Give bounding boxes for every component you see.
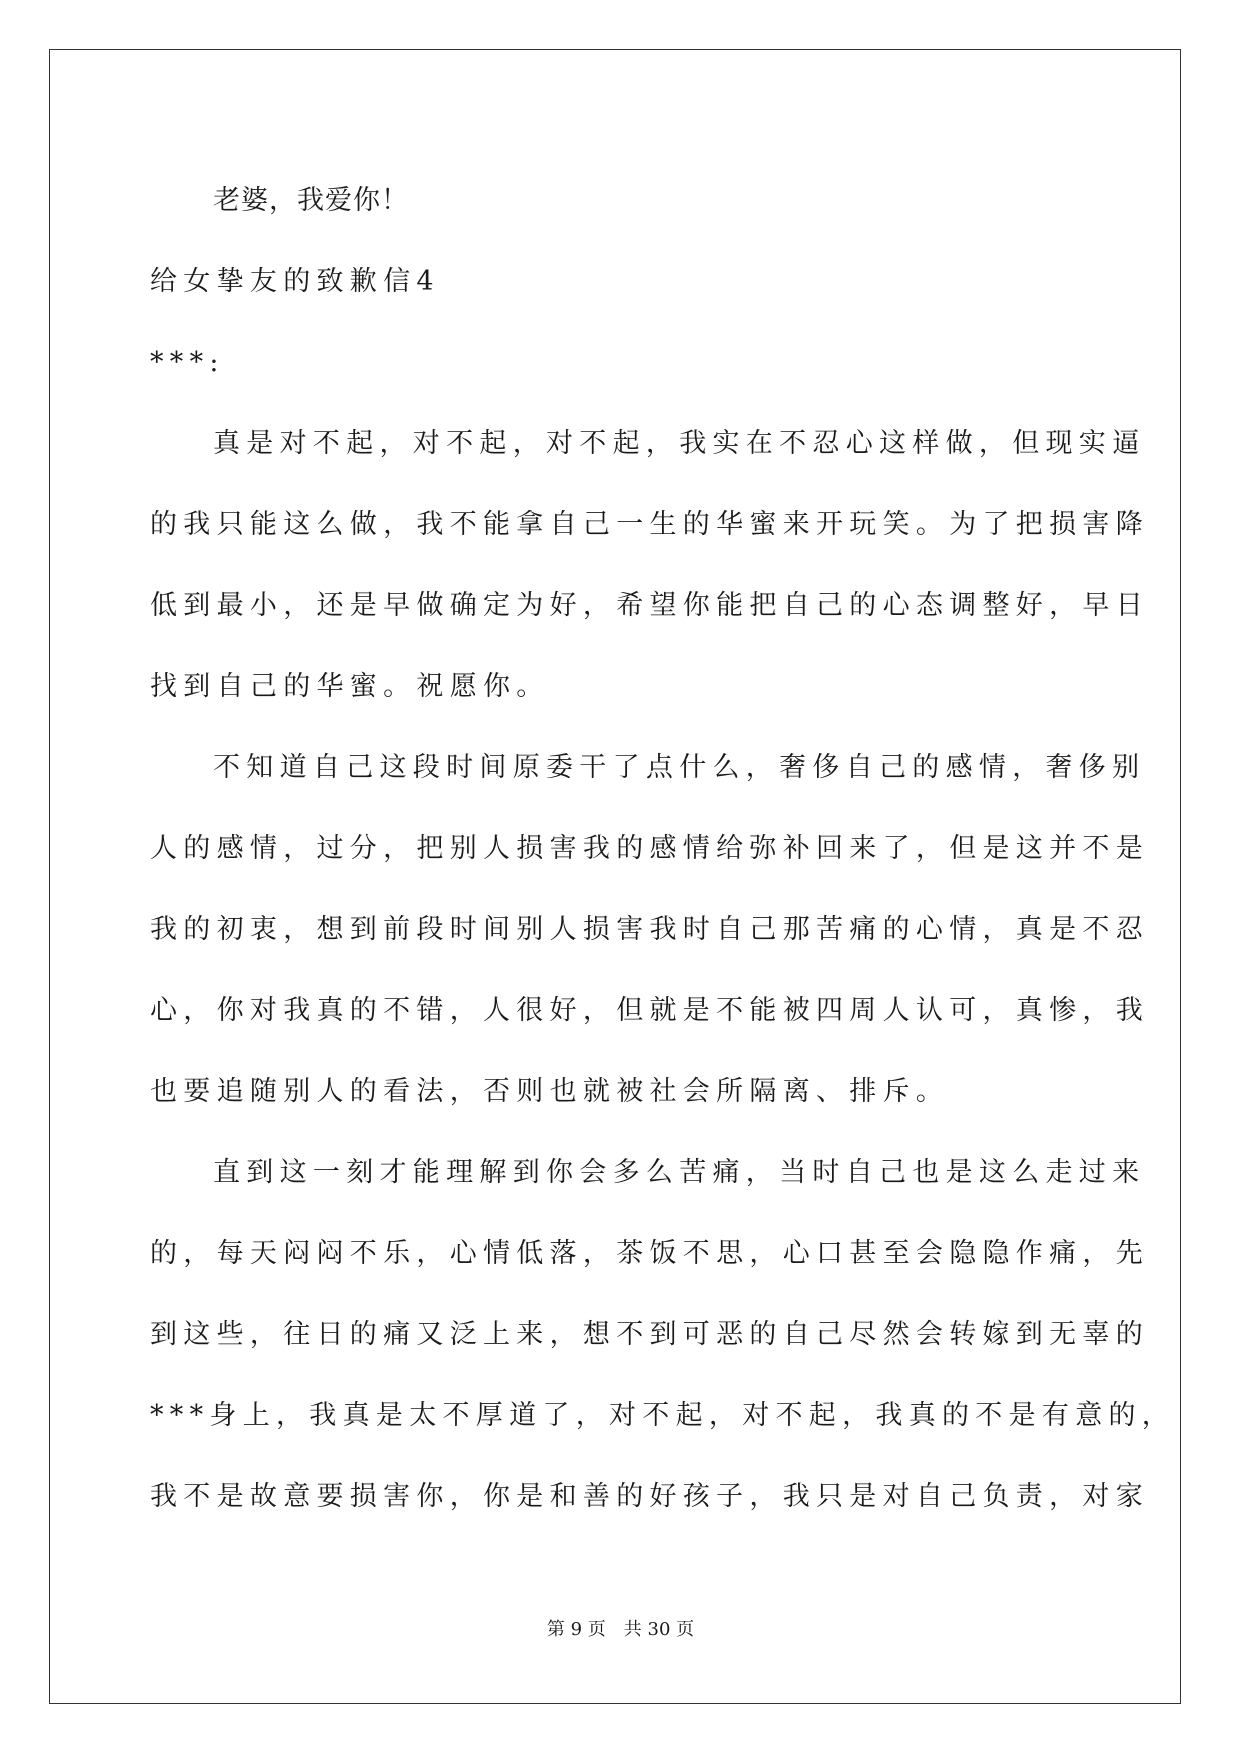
text-line: 找到自己的华蜜。祝愿你。 <box>150 671 550 702</box>
text-line: 低到最小，还是早做确定为好，希望你能把自己的心态调整好，早日 <box>150 590 1149 621</box>
text-line: 心，你对我真的不错，人很好，但就是不能被四周人认可，真惨，我 <box>150 995 1149 1026</box>
text-line: 的，每天闷闷不乐，心情低落，茶饭不思，心口甚至会隐隐作痛，先 <box>150 1238 1149 1269</box>
text-line: 我不是故意要损害你，你是和善的好孩子，我只是对自己负责，对家 <box>150 1481 1149 1512</box>
text-line: 不知道自己这段时间原委干了点什么，奢侈自己的感情，奢侈别 <box>213 752 1146 783</box>
page-number-current: 第 9 页 <box>546 1619 606 1640</box>
text-line: 我的初衷，想到前段时间别人损害我时自己那苦痛的心情，真是不忍 <box>150 914 1149 945</box>
page-number-total: 共 30 页 <box>623 1619 695 1640</box>
text-line: ***身上，我真是太不厚道了，对不起，对不起，我真的不是有意的， <box>150 1400 1176 1431</box>
text-line: 到这些，往日的痛又泛上来，想不到可恶的自己尽然会转嫁到无辜的 <box>150 1319 1149 1350</box>
section-title: 给女挚友的致歉信4 <box>150 266 440 297</box>
text-line: 也要追随别人的看法，否则也就被社会所隔离、排斥。 <box>150 1076 950 1107</box>
text-line: 直到这一刻才能理解到你会多么苦痛，当时自己也是这么走过来 <box>213 1157 1146 1188</box>
text-line: 人的感情，过分，把别人损害我的感情给弥补回来了，但是这并不是 <box>150 833 1149 864</box>
salutation: ***: <box>150 347 225 378</box>
text-line: 的我只能这么做，我不能拿自己一生的华蜜来开玩笑。为了把损害降 <box>150 509 1149 540</box>
document-body <box>150 160 1176 1537</box>
page-footer <box>0 1618 1241 1642</box>
text-line: 老婆，我爱你！ <box>213 185 409 216</box>
text-line: 真是对不起，对不起，对不起，我实在不忍心这样做，但现实逼 <box>213 428 1146 459</box>
